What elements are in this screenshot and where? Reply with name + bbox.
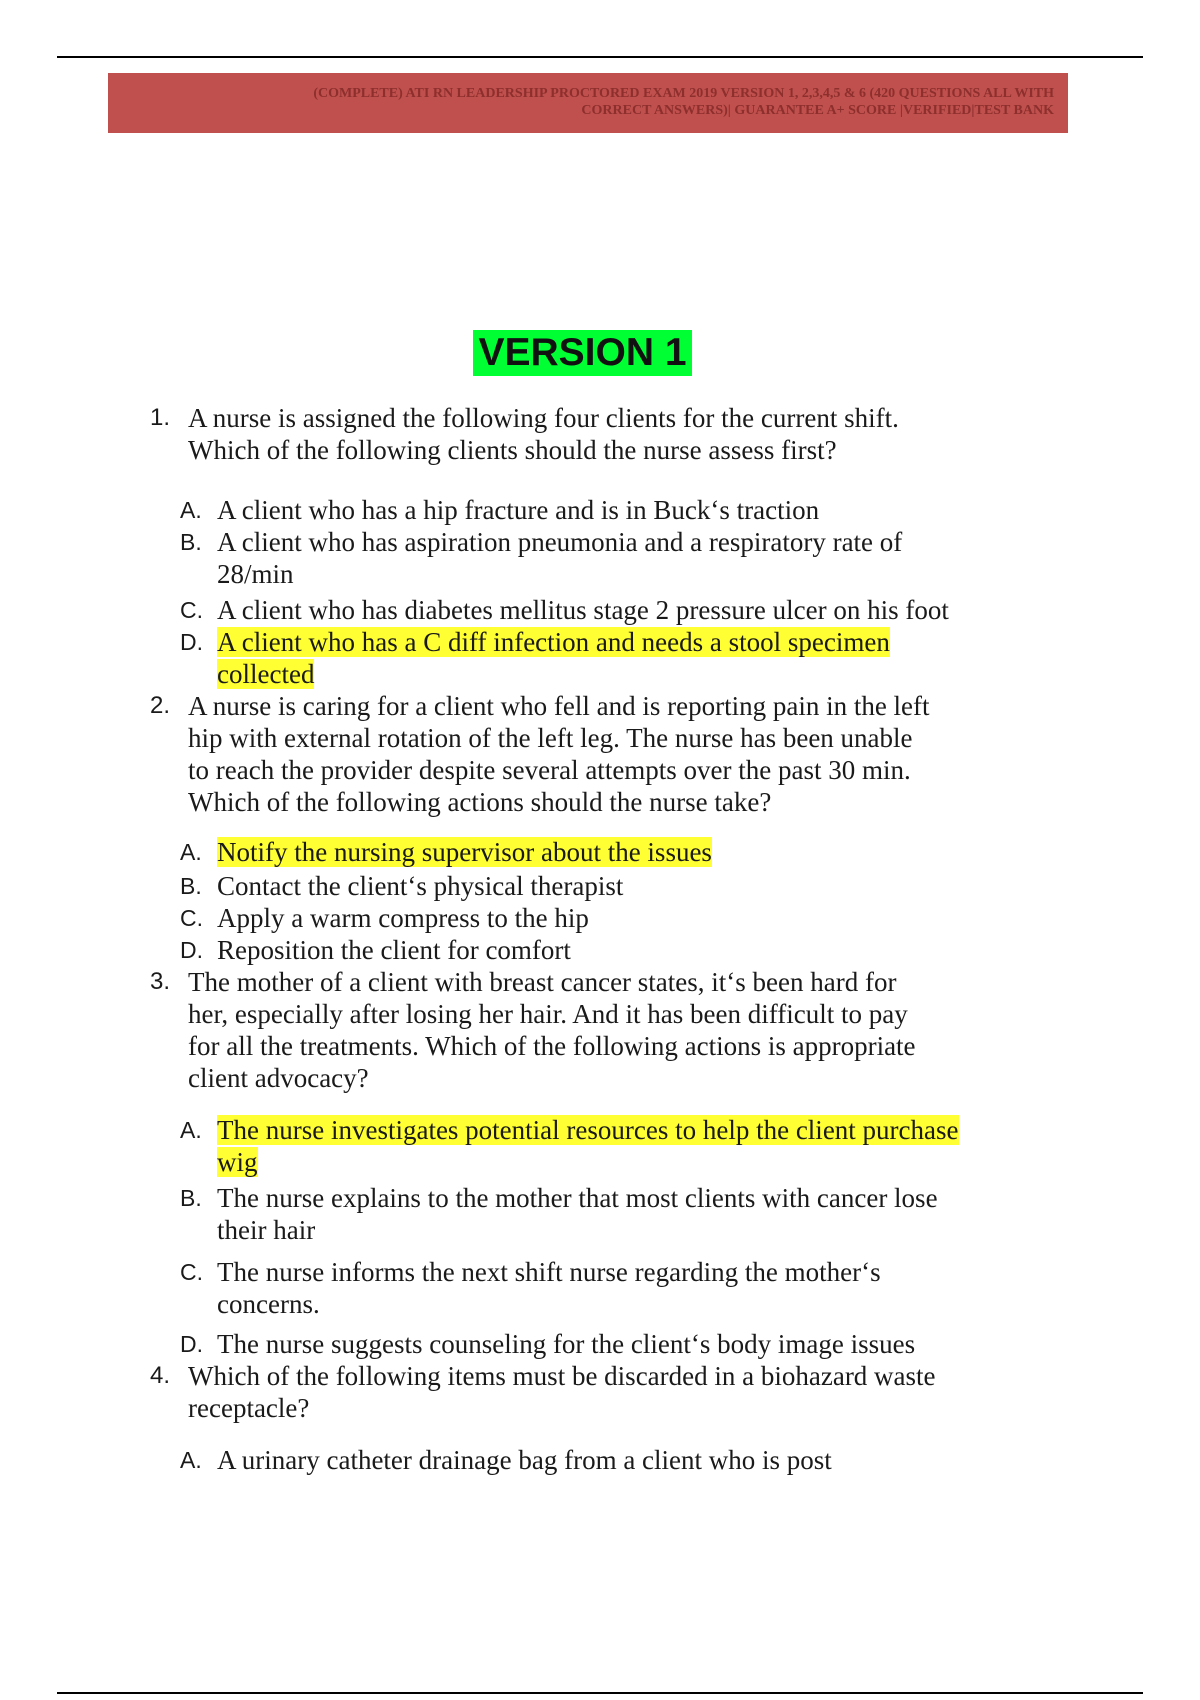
bottom-rule — [57, 1692, 1143, 1694]
option-letter: B. — [180, 1185, 202, 1211]
option-text-line: 28/min — [217, 559, 294, 589]
option-text-line: A client who has a C diff infection and needs a stool specimen — [217, 627, 890, 657]
question-list — [150, 402, 980, 1476]
answer-option — [150, 1256, 980, 1320]
question-text-line: A nurse is caring for a client who fell and is reporting pain in the left — [188, 691, 930, 721]
option-letter: B. — [180, 529, 202, 555]
option-text-line: The nurse informs the next shift nurse regarding the mother‘s — [217, 1257, 881, 1287]
option-letter: C. — [180, 597, 203, 623]
section-title: VERSION 1 — [473, 330, 691, 376]
answer-option-correct — [150, 626, 980, 690]
banner-line-1: (COMPLETE) ATI RN LEADERSHIP PROCTORED EXAM 2019 VERSION 1, 2,3,4,5 & 6 (420 QUESTIONS ALL WITH — [313, 86, 1054, 101]
question-number: 4. — [150, 1362, 171, 1389]
question-number: 3. — [150, 968, 171, 995]
option-text-line: Contact the client‘s physical therapist — [217, 871, 624, 901]
answer-options — [150, 836, 980, 966]
option-letter: B. — [180, 873, 202, 899]
question-text-line: The mother of a client with breast cancer states, it‘s been hard for — [188, 967, 897, 997]
banner-line-2: CORRECT ANSWERS)| GUARANTEE A+ SCORE |VERIFIED|TEST BANK — [581, 103, 1054, 118]
question-text-line: client advocacy? — [188, 1063, 369, 1093]
option-letter: A. — [180, 497, 202, 523]
answer-options — [150, 494, 980, 690]
option-text-line: The nurse suggests counseling for the client‘s body image issues — [217, 1329, 916, 1359]
option-letter: A. — [180, 839, 202, 865]
answer-options — [150, 1114, 980, 1360]
option-text-line: concerns. — [217, 1289, 320, 1319]
document-header-banner — [108, 73, 1068, 133]
answer-option — [150, 494, 980, 526]
answer-option — [150, 1182, 980, 1246]
option-letter: A. — [180, 1447, 202, 1473]
option-letter: C. — [180, 905, 203, 931]
question-4 — [150, 1360, 980, 1424]
option-text-line: A client who has aspiration pneumonia and a respiratory rate of — [217, 527, 903, 557]
question-text-line: Which of the following clients should the nurse assess first? — [188, 435, 837, 465]
question-text-line: Which of the following items must be discarded in a biohazard waste — [188, 1361, 936, 1391]
question-text-line: Which of the following actions should the nurse take? — [188, 787, 772, 817]
option-text-line: Reposition the client for comfort — [217, 935, 571, 965]
option-text-line: wig — [217, 1147, 258, 1177]
answer-option-correct — [150, 836, 980, 868]
question-text-line: hip with external rotation of the left leg. The nurse has been unable — [188, 723, 913, 753]
option-text-line: Notify the nursing supervisor about the issues — [217, 837, 712, 867]
option-text-line: A client who has a hip fracture and is in Buck‘s traction — [217, 495, 820, 525]
answer-option — [150, 1328, 980, 1360]
option-text-line: A urinary catheter drainage bag from a client who is post — [217, 1445, 832, 1475]
option-text-line: their hair — [217, 1215, 316, 1245]
answer-option — [150, 902, 980, 934]
top-rule — [57, 56, 1143, 58]
question-text-line: her, especially after losing her hair. And it has been difficult to pay — [188, 999, 908, 1029]
question-text-line: receptacle? — [188, 1393, 310, 1423]
option-letter: D. — [180, 937, 203, 963]
option-text-line: A client who has diabetes mellitus stage 2 pressure ulcer on his foot — [217, 595, 949, 625]
answer-option — [150, 526, 980, 590]
option-letter: D. — [180, 1331, 203, 1357]
answer-options — [150, 1444, 980, 1476]
option-text-line: Apply a warm compress to the hip — [217, 903, 589, 933]
question-text-line: for all the treatments. Which of the following actions is appropriate — [188, 1031, 916, 1061]
question-1 — [150, 402, 980, 466]
option-letter: C. — [180, 1259, 203, 1285]
answer-option — [150, 870, 980, 902]
answer-option — [150, 934, 980, 966]
option-text-line: collected — [217, 659, 315, 689]
option-letter: D. — [180, 629, 203, 655]
question-text-line: to reach the provider despite several attempts over the past 30 min. — [188, 755, 911, 785]
question-text-line: A nurse is assigned the following four clients for the current shift. — [188, 403, 899, 433]
option-text-line: The nurse explains to the mother that most clients with cancer lose — [217, 1183, 938, 1213]
answer-option — [150, 594, 980, 626]
question-number: 1. — [150, 404, 171, 431]
question-2 — [150, 690, 980, 818]
section-title-wrap — [0, 330, 1165, 376]
answer-option — [150, 1444, 980, 1476]
question-number: 2. — [150, 692, 171, 719]
answer-option-correct — [150, 1114, 980, 1178]
option-text-line: The nurse investigates potential resources to help the client purchase — [217, 1115, 959, 1145]
option-letter: A. — [180, 1117, 202, 1143]
question-3 — [150, 966, 980, 1094]
